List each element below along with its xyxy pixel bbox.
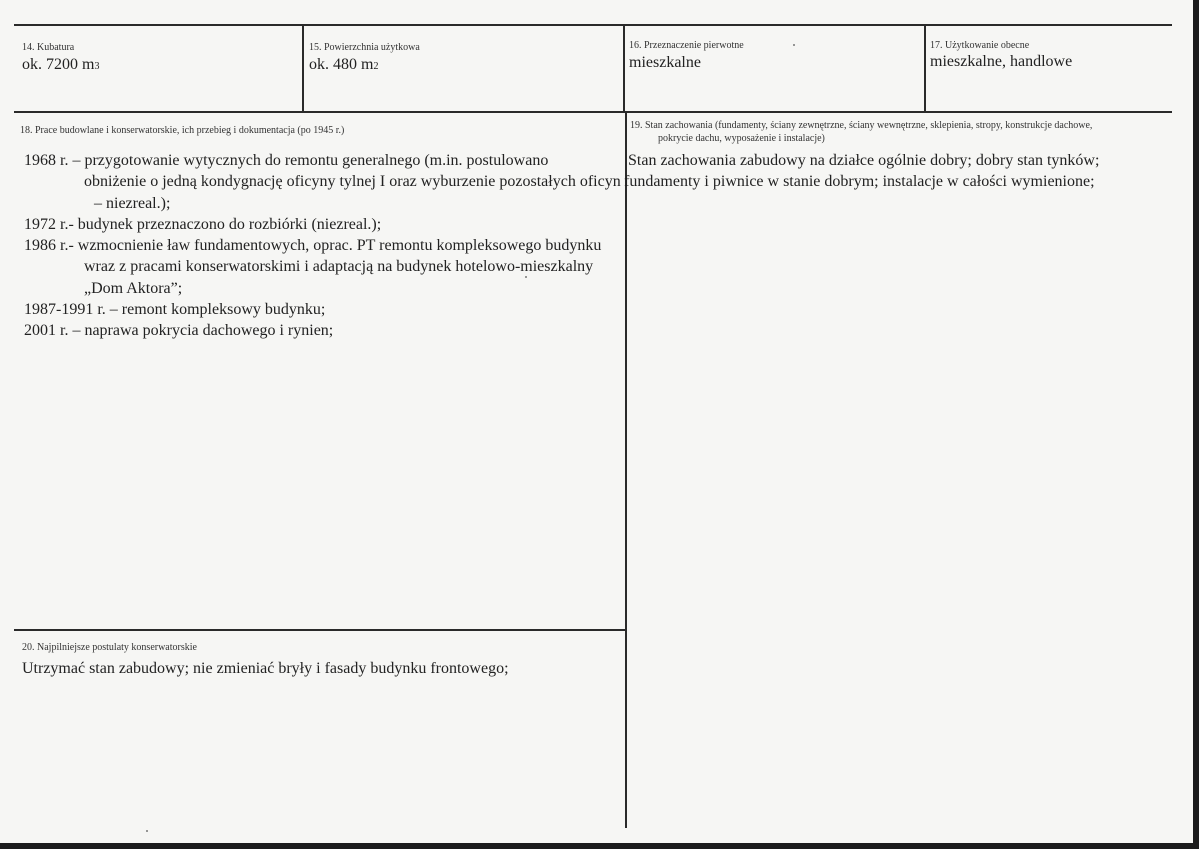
center-divider: [625, 112, 627, 828]
prace-entry-continuation: – niezreal.);: [94, 194, 171, 212]
prace-entry: [24, 320, 624, 341]
postulaty-text: Utrzymać stan zabudowy; nie zmieniać bryły i fasady budynku frontowego;: [22, 660, 509, 677]
col-divider-2: [623, 25, 625, 112]
col-divider-3: [924, 25, 926, 112]
scan-speck: [793, 44, 795, 46]
scan-speck: [146, 830, 148, 832]
prace-entry-continuation: obniżenie o jedną kondygnację oficyny tylnej I oraz wyburzenie pozostałych oficyn: [84, 173, 621, 191]
uzytkowanie-label: 17. Użytkowanie obecne: [930, 40, 1030, 51]
przeznaczenie-label: 16. Przeznaczenie pierwotne: [629, 40, 744, 51]
prace-entry-continuation: wraz z pracami konserwatorskimi i adaptacją na budynek hotelowo-mieszkalny: [84, 258, 594, 276]
section20-top-rule: [14, 629, 626, 631]
scan-speck: [525, 276, 527, 278]
top-rule: [14, 24, 1172, 26]
powierzchnia-value: [309, 56, 378, 74]
col-divider-1: [302, 25, 304, 112]
powierzchnia-unit: 2: [373, 61, 379, 72]
prace-label: 18. Prace budowlane i konserwatorskie, ich przebieg i dokumentacja (po 1945 r.): [20, 125, 345, 136]
stan-text-line1: Stan zachowania zabudowy na działce ogólnie dobry; dobry stan tynków;: [628, 152, 1100, 169]
prace-entry-continuation: „Dom Aktora”;: [84, 279, 183, 297]
kubatura-unit: 3: [94, 61, 100, 72]
stan-label-line1: 19. Stan zachowania (fundamenty, ściany zewnętrzne, ściany wewnętrzne, sklepienia, stropy, konstrukcje dachowe,: [630, 120, 1093, 131]
stan-text-line2: fundamenty i piwnice w stanie dobrym; instalacje w całości wymienione;: [624, 173, 1095, 191]
uzytkowanie-value: mieszkalne, handlowe: [930, 53, 1073, 70]
prace-entries: [24, 150, 624, 342]
powierzchnia-label: 15. Powierzchnia użytkowa: [309, 42, 420, 53]
prace-entry-lead: 1968 r. – przygotowanie wytycznych do remontu generalnego (m.in. postulowano: [24, 152, 549, 169]
kubatura-value: [22, 56, 99, 74]
prace-entry-lead: 1986 r.- wzmocnienie ław fundamentowych, oprac. PT remontu kompleksowego budynku: [24, 237, 602, 255]
stan-text: [624, 150, 1173, 193]
prace-entry: [24, 299, 624, 320]
kubatura-label: 14. Kubatura: [22, 42, 75, 53]
prace-entry: [24, 235, 624, 299]
prace-entry: [24, 214, 624, 235]
kubatura-value-text: ok. 7200 m: [22, 56, 95, 73]
prace-entry-lead: 1987-1991 r. – remont kompleksowy budynku;: [24, 301, 326, 319]
row1-bottom-rule: [14, 111, 1172, 113]
stan-label-line2: pokrycie dachu, wyposażenie i instalacje): [658, 133, 825, 144]
prace-entry-lead: 2001 r. – naprawa pokrycia dachowego i rynien;: [24, 322, 334, 340]
prace-entry-lead: 1972 r.- budynek przeznaczono do rozbiórki (niezreal.);: [24, 215, 382, 233]
postulaty-label: 20. Najpilniejsze postulaty konserwatorskie: [22, 642, 197, 653]
powierzchnia-value-text: ok. 480 m: [309, 56, 374, 73]
prace-entry: [24, 150, 624, 214]
przeznaczenie-value: mieszkalne: [629, 54, 701, 71]
